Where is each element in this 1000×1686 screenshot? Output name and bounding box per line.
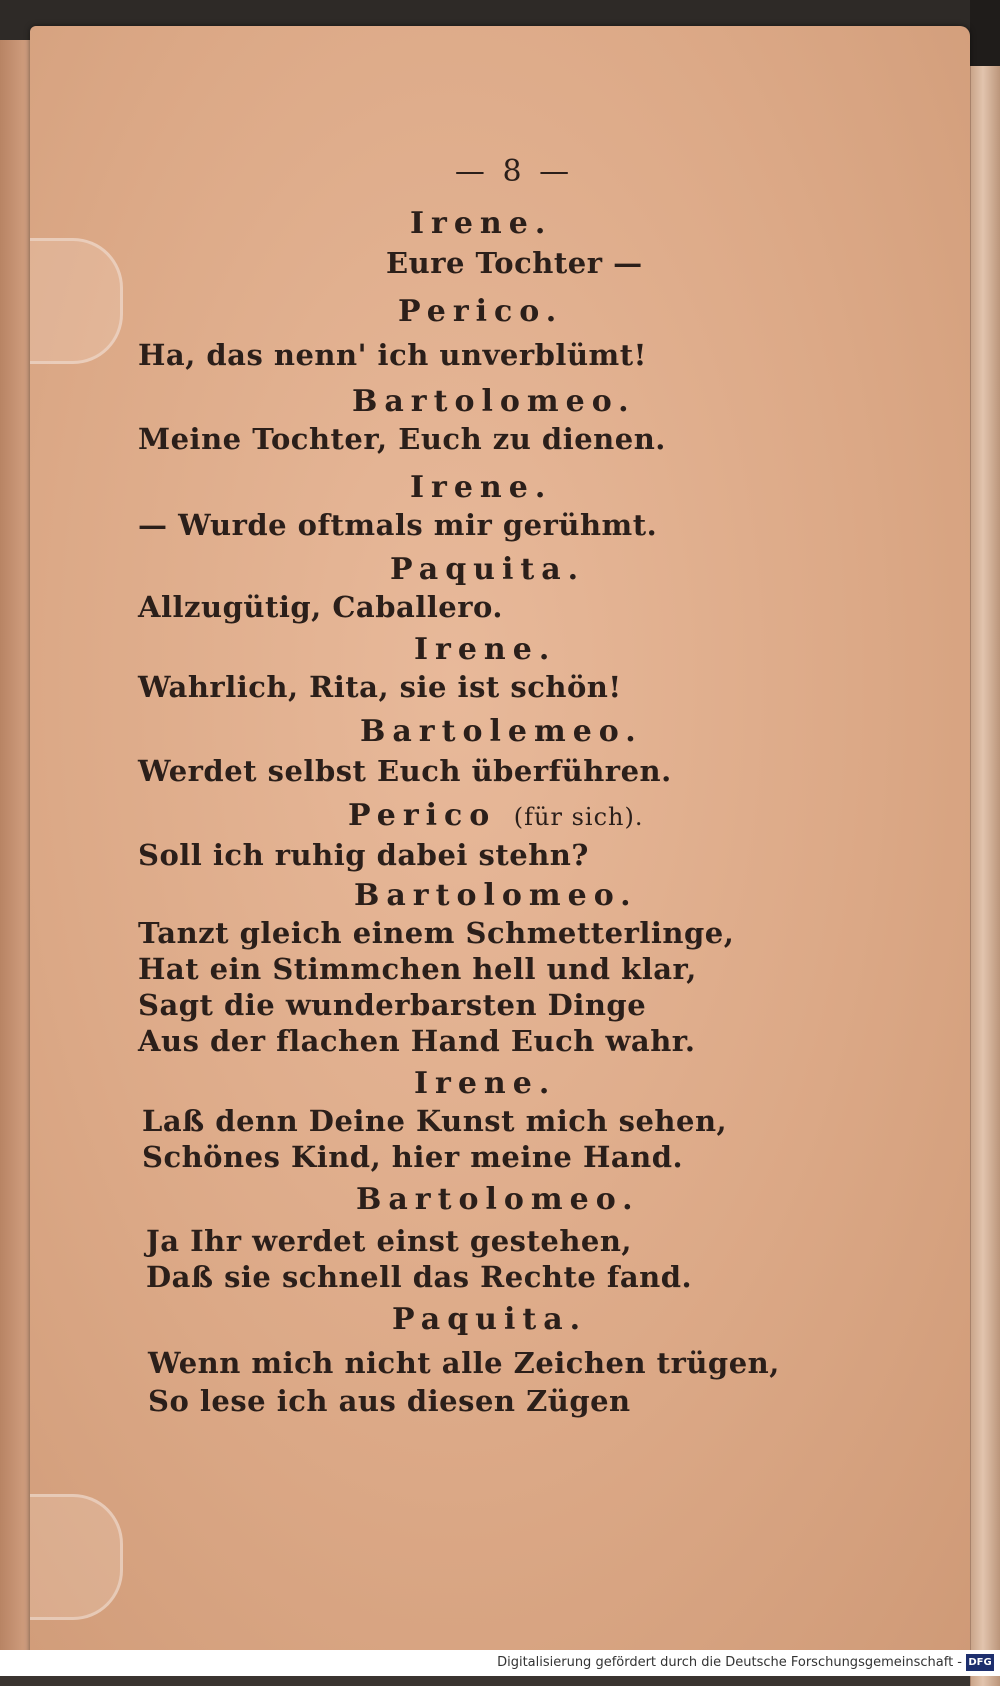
book-spine-edge [0, 40, 30, 1660]
speaker-name: Irene. [410, 206, 553, 241]
speaker-name: Irene. [414, 632, 557, 667]
speaker-name-text: Perico [348, 798, 497, 833]
digitization-credit-footer [0, 1650, 1000, 1676]
page-fore-edge [970, 66, 1000, 1686]
dialogue-line: Daß sie schnell das Rechte fand. [146, 1260, 693, 1294]
dialogue-line: Meine Tochter, Euch zu dienen. [138, 422, 666, 456]
page-clip-bottom [30, 1494, 123, 1620]
dialogue-line: Wahrlich, Rita, sie ist schön! [138, 670, 622, 704]
dialogue-line: Allzugütig, Caballero. [138, 590, 503, 624]
speaker-name: Paquita. [390, 552, 586, 587]
dialogue-line: Ha, das nenn' ich unverblümt! [138, 338, 647, 372]
speaker-name: Bartolomeo. [356, 1182, 640, 1217]
page-number: — 8 — [454, 154, 574, 189]
dialogue-line: Hat ein Stimmchen hell und klar, [138, 952, 697, 986]
dfg-logo: DFG [966, 1654, 994, 1671]
dialogue-line: Werdet selbst Euch überführen. [138, 754, 672, 788]
dialogue-line: Aus der flachen Hand Euch wahr. [138, 1024, 696, 1058]
speaker-name: Paquita. [392, 1302, 588, 1337]
speaker-name: Bartolomeo. [352, 384, 636, 419]
dialogue-line: Ja Ihr werdet einst gestehen, [146, 1224, 633, 1258]
speaker-name: Bartolomeo. [354, 878, 638, 913]
dialogue-line: Tanzt gleich einem Schmetterlinge, [138, 916, 735, 950]
dialogue-line: Wenn mich nicht alle Zeichen trügen, [148, 1346, 780, 1380]
dialogue-line: Schönes Kind, hier meine Hand. [142, 1140, 684, 1174]
speaker-name: Irene. [414, 1066, 557, 1101]
book-page [30, 26, 970, 1658]
stage-direction: (für sich). [513, 803, 644, 831]
dialogue-line: — Wurde oftmals mir gerühmt. [138, 508, 658, 542]
dialogue-line: So lese ich aus diesen Zügen [148, 1384, 631, 1418]
footer-credit-text: Digitalisierung gefördert durch die Deutsche Forschungsgemeinschaft - [497, 1655, 962, 1670]
dialogue-line: Eure Tochter — [386, 246, 643, 280]
dialogue-line: Sagt die wunderbarsten Dinge [138, 988, 647, 1022]
dialogue-line: Soll ich ruhig dabei stehn? [138, 838, 589, 872]
dialogue-line: Laß denn Deine Kunst mich sehen, [142, 1104, 728, 1138]
speaker-name: Bartolemeo. [360, 714, 643, 749]
speaker-name [348, 798, 643, 833]
speaker-name: Irene. [410, 470, 553, 505]
page-clip-top [30, 238, 123, 364]
speaker-name: Perico. [398, 294, 564, 329]
